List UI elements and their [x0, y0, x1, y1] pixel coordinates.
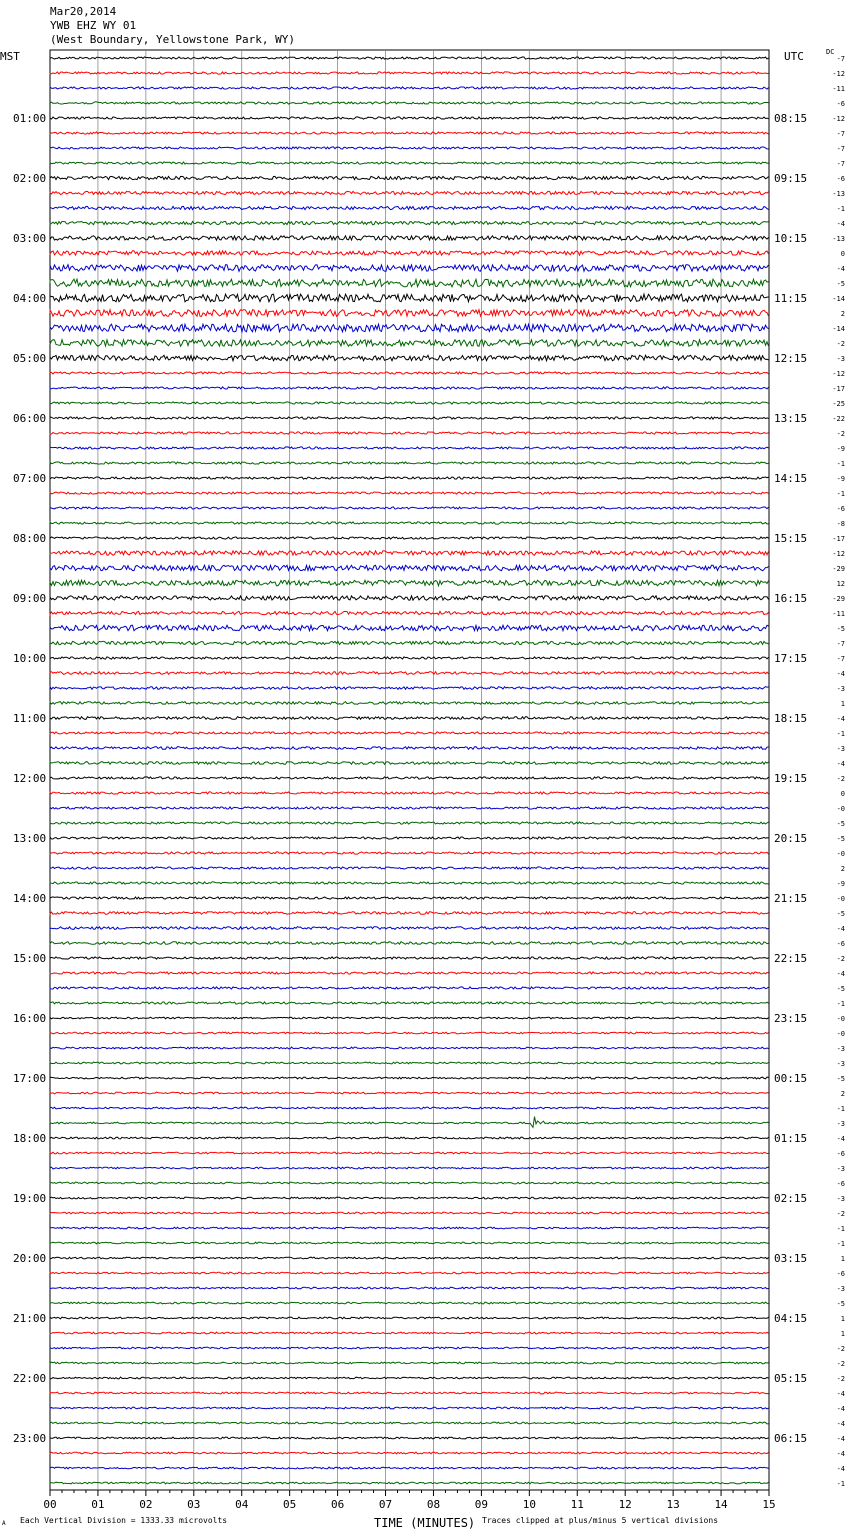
- dc-offset-value: -11: [832, 610, 845, 618]
- trace-line: [50, 625, 769, 630]
- dc-offset-value: -5: [836, 835, 845, 843]
- dc-offset-value: -12: [832, 550, 845, 558]
- x-tick-label: 05: [283, 1498, 297, 1511]
- dc-offset-value: -1: [836, 1105, 845, 1113]
- x-tick-label: 10: [522, 1498, 536, 1511]
- trace-line: [50, 717, 769, 720]
- hour-label-right: 20:15: [774, 832, 808, 845]
- trace-line: [50, 387, 769, 389]
- hour-labels-right: [774, 112, 807, 1445]
- hour-label-left: 05:00: [13, 352, 47, 365]
- trace-line: [50, 1107, 769, 1109]
- trace-line: [50, 251, 769, 255]
- trace-line: [50, 1032, 769, 1034]
- trace-line: [50, 236, 769, 240]
- dc-offset-value: -4: [836, 1405, 845, 1413]
- trace-line: [50, 837, 769, 839]
- dc-offset-value: 1: [840, 1330, 845, 1338]
- hour-label-right: 04:15: [774, 1312, 808, 1325]
- trace-line: [50, 1287, 769, 1289]
- dc-offset-value: 0: [840, 790, 845, 798]
- trace-line: [50, 1047, 769, 1049]
- hour-label-left: 09:00: [13, 592, 47, 605]
- trace-line: [50, 1407, 769, 1409]
- trace-line: [50, 942, 769, 945]
- hour-label-right: 22:15: [774, 952, 808, 965]
- hour-label-left: 14:00: [13, 892, 47, 905]
- dc-offset-value: -4: [836, 1390, 845, 1398]
- trace-line: [50, 1167, 769, 1169]
- dc-offset-value: 2: [840, 865, 845, 873]
- dc-offset-value: -1: [836, 460, 845, 468]
- trace-line: [50, 1017, 769, 1019]
- trace-line: [50, 867, 769, 869]
- trace-line: [50, 1422, 769, 1424]
- hour-label-left: 23:00: [13, 1432, 47, 1445]
- dc-offset-value: -14: [832, 295, 845, 303]
- x-tick-label: 09: [474, 1498, 489, 1511]
- dc-offset-value: -3: [836, 685, 845, 693]
- trace-line: [50, 1257, 769, 1259]
- dc-offset-value: 0: [840, 250, 845, 258]
- corner-mark: A: [2, 1520, 6, 1527]
- clip-note: Traces clipped at plus/minus 5 vertical divisions: [482, 1516, 719, 1525]
- trace-line: [50, 176, 769, 179]
- hour-label-right: 08:15: [774, 112, 808, 125]
- dc-offset-value: -7: [836, 130, 845, 138]
- hour-label-left: 11:00: [13, 712, 47, 725]
- trace-line: [50, 402, 769, 404]
- x-tick-label: 13: [666, 1498, 680, 1511]
- trace-line: [50, 162, 769, 164]
- dc-offset-value: -4: [836, 715, 845, 723]
- mst-label: MST: [0, 50, 20, 63]
- dc-offset-value: -4: [836, 1450, 845, 1458]
- hour-label-right: 02:15: [774, 1192, 808, 1205]
- trace-line: [50, 372, 769, 374]
- dc-offset-value: -9: [836, 880, 845, 888]
- hour-label-right: 12:15: [774, 352, 808, 365]
- dc-offset-value: -1: [836, 205, 845, 213]
- trace-line: [50, 822, 769, 824]
- hour-label-left: 01:00: [13, 112, 47, 125]
- trace-line: [50, 1092, 769, 1094]
- dc-offset-value: -2: [836, 775, 845, 783]
- hour-label-right: 09:15: [774, 172, 808, 185]
- trace-line: [50, 852, 769, 854]
- trace-line: [50, 355, 769, 360]
- dc-offset-value: -0: [836, 805, 845, 813]
- dc-offset-value: -29: [832, 595, 845, 603]
- dc-offset-value: -4: [836, 265, 845, 273]
- dc-offset-value: -12: [832, 115, 845, 123]
- dc-offset-value: -7: [836, 640, 845, 648]
- seismogram-traces: [50, 57, 769, 1484]
- trace-line: [50, 1377, 769, 1379]
- trace-line: [50, 1362, 769, 1364]
- hour-label-left: 20:00: [13, 1252, 47, 1265]
- header-station: YWB EHZ WY 01: [50, 19, 137, 32]
- trace-line: [50, 117, 769, 119]
- dc-offset-value: -4: [836, 1135, 845, 1143]
- trace-line: [50, 1062, 769, 1064]
- dc-offset-value: -1: [836, 1480, 845, 1488]
- header-location: (West Boundary, Yellowstone Park, WY): [50, 33, 296, 46]
- dc-offset-value: -29: [832, 565, 845, 573]
- dc-offset-value: -2: [836, 430, 845, 438]
- hour-label-right: 16:15: [774, 592, 808, 605]
- trace-line: [50, 551, 769, 555]
- hour-label-left: 21:00: [13, 1312, 47, 1325]
- dc-offset-value: -3: [836, 1165, 845, 1173]
- dc-offset-value: -5: [836, 1300, 845, 1308]
- hour-label-left: 07:00: [13, 472, 47, 485]
- hour-label-right: 00:15: [774, 1072, 808, 1085]
- dc-offset-value: -5: [836, 625, 845, 633]
- hour-labels-left: [13, 112, 46, 1445]
- dc-offset-value: -4: [836, 220, 845, 228]
- trace-line: [50, 1182, 769, 1184]
- dc-offset-value: -9: [836, 475, 845, 483]
- dc-offset-value: -2: [836, 1345, 845, 1353]
- trace-line: [50, 732, 769, 734]
- trace-line: [50, 1002, 769, 1004]
- hour-label-right: 14:15: [774, 472, 808, 485]
- scale-note: Each Vertical Division = 1333.33 microvolts: [20, 1516, 228, 1525]
- dc-offset-value: -2: [836, 1360, 845, 1368]
- trace-line: [50, 777, 769, 779]
- dc-offset-value: -0: [836, 1015, 845, 1023]
- dc-offset-value: -0: [836, 1030, 845, 1038]
- x-axis-title: TIME (MINUTES): [374, 1516, 476, 1530]
- hour-label-left: 22:00: [13, 1372, 47, 1385]
- x-tick-label: 02: [139, 1498, 153, 1511]
- x-tick-label: 14: [714, 1498, 728, 1511]
- trace-line: [50, 102, 769, 104]
- trace-line: [50, 1392, 769, 1394]
- trace-line: [50, 147, 769, 149]
- trace-line: [50, 432, 769, 434]
- trace-line: [50, 882, 769, 884]
- trace-line: [50, 1272, 769, 1274]
- trace-line: [50, 221, 769, 224]
- trace-line: [50, 206, 769, 209]
- trace-line: [50, 87, 769, 89]
- dc-offset-value: -6: [836, 1180, 845, 1188]
- dc-offset-value: -13: [832, 235, 845, 243]
- trace-line: [50, 324, 769, 332]
- dc-offset-value: -4: [836, 1435, 845, 1443]
- dc-offset-value: -5: [836, 820, 845, 828]
- x-tick-label: 08: [426, 1498, 441, 1511]
- trace-line: [50, 1117, 769, 1128]
- trace-line: [50, 702, 769, 705]
- trace-line: [50, 1212, 769, 1214]
- trace-line: [50, 641, 769, 644]
- trace-line: [50, 1197, 769, 1199]
- dc-offset-value: -7: [836, 655, 845, 663]
- dc-offset-value: -3: [836, 1195, 845, 1203]
- trace-line: [50, 657, 769, 659]
- trace-line: [50, 265, 769, 272]
- dc-offset-value: -4: [836, 670, 845, 678]
- hour-label-right: 11:15: [774, 292, 808, 305]
- trace-line: [50, 672, 769, 675]
- dc-offset-value: 1: [840, 1255, 845, 1263]
- trace-line: [50, 747, 769, 750]
- trace-line: [50, 72, 769, 74]
- trace-line: [50, 492, 769, 494]
- trace-line: [50, 897, 769, 899]
- dc-offset-value: 1: [840, 1315, 845, 1323]
- dc-offset-value: -6: [836, 505, 845, 513]
- dc-offset-value: -5: [836, 910, 845, 918]
- hour-label-left: 19:00: [13, 1192, 47, 1205]
- x-tick-label: 04: [235, 1498, 249, 1511]
- trace-line: [50, 447, 769, 449]
- dc-offset-value: -1: [836, 730, 845, 738]
- trace-line: [50, 462, 769, 464]
- dc-offset-value: -17: [832, 535, 845, 543]
- trace-line: [50, 987, 769, 989]
- dc-offset-value: -5: [836, 985, 845, 993]
- hour-label-left: 02:00: [13, 172, 47, 185]
- hour-label-left: 13:00: [13, 832, 47, 845]
- trace-line: [50, 57, 769, 59]
- dc-offset-value: -7: [836, 160, 845, 168]
- dc-offset-value: -5: [836, 280, 845, 288]
- hour-label-left: 12:00: [13, 772, 47, 785]
- dc-offset-value: -6: [836, 175, 845, 183]
- dc-offset-value: 2: [840, 310, 845, 318]
- dc-offset-value: -0: [836, 850, 845, 858]
- trace-line: [50, 611, 769, 614]
- trace-line: [50, 565, 769, 570]
- trace-line: [50, 1077, 769, 1079]
- dc-offset-value: -6: [836, 1270, 845, 1278]
- hour-label-left: 06:00: [13, 412, 47, 425]
- dc-offset-value: 12: [836, 580, 845, 588]
- dc-offset-value: -3: [836, 1120, 845, 1128]
- dc-offset-value: -9: [836, 445, 845, 453]
- trace-line: [50, 132, 769, 134]
- dc-offset-value: -1: [836, 1000, 845, 1008]
- dc-offset-column: [832, 55, 845, 1488]
- trace-line: [50, 1227, 769, 1229]
- hour-label-right: 03:15: [774, 1252, 808, 1265]
- dc-offset-value: -7: [836, 55, 845, 63]
- hour-label-left: 18:00: [13, 1132, 47, 1145]
- trace-line: [50, 340, 769, 347]
- x-tick-label: 06: [330, 1498, 345, 1511]
- dc-offset-value: -7: [836, 145, 845, 153]
- trace-line: [50, 1332, 769, 1334]
- x-tick-label: 03: [187, 1498, 201, 1511]
- dc-offset-value: -1: [836, 1240, 845, 1248]
- hour-label-left: 17:00: [13, 1072, 47, 1085]
- dc-offset-value: -12: [832, 70, 845, 78]
- hour-label-right: 21:15: [774, 892, 808, 905]
- hour-label-left: 10:00: [13, 652, 47, 665]
- trace-line: [50, 507, 769, 509]
- hour-label-left: 08:00: [13, 532, 47, 545]
- trace-line: [50, 1242, 769, 1244]
- hour-label-left: 15:00: [13, 952, 47, 965]
- trace-line: [50, 580, 769, 585]
- dc-offset-value: -4: [836, 1420, 845, 1428]
- x-tick-label: 12: [618, 1498, 632, 1511]
- trace-line: [50, 1302, 769, 1304]
- dc-offset-value: -17: [832, 385, 845, 393]
- dc-offset-value: 2: [840, 1090, 845, 1098]
- dc-offset-value: -6: [836, 1150, 845, 1158]
- dc-offset-value: -14: [832, 325, 845, 333]
- trace-line: [50, 477, 769, 479]
- hour-label-left: 16:00: [13, 1012, 47, 1025]
- trace-line: [50, 1347, 769, 1349]
- x-tick-label: 00: [43, 1498, 57, 1511]
- trace-line: [50, 1152, 769, 1154]
- dc-offset-value: -2: [836, 1210, 845, 1218]
- hour-label-right: 05:15: [774, 1372, 808, 1385]
- dc-offset-value: -3: [836, 745, 845, 753]
- hour-label-right: 17:15: [774, 652, 808, 665]
- dc-offset-value: -2: [836, 1375, 845, 1383]
- dc-offset-value: -4: [836, 970, 845, 978]
- trace-line: [50, 1437, 769, 1439]
- trace-line: [50, 596, 769, 600]
- dc-offset-value: -2: [836, 340, 845, 348]
- trace-line: [50, 1317, 769, 1319]
- hour-label-right: 10:15: [774, 232, 808, 245]
- dc-offset-value: -8: [836, 520, 845, 528]
- dc-offset-value: -12: [832, 370, 845, 378]
- dc-offset-value: -5: [836, 1075, 845, 1083]
- trace-line: [50, 191, 769, 194]
- dc-offset-value: -6: [836, 940, 845, 948]
- trace-line: [50, 687, 769, 690]
- trace-line: [50, 762, 769, 765]
- dc-offset-value: -3: [836, 1060, 845, 1068]
- dc-offset-value: -3: [836, 1285, 845, 1293]
- hour-label-left: 03:00: [13, 232, 47, 245]
- dc-offset-value: 1: [840, 700, 845, 708]
- trace-line: [50, 1482, 769, 1484]
- trace-line: [50, 310, 769, 317]
- x-tick-label: 11: [570, 1498, 584, 1511]
- dc-offset-value: -3: [836, 355, 845, 363]
- trace-line: [50, 522, 769, 524]
- trace-line: [50, 927, 769, 930]
- trace-line: [50, 957, 769, 959]
- dc-offset-value: -22: [832, 415, 845, 423]
- time-axis: [43, 1490, 775, 1511]
- hour-label-left: 04:00: [13, 292, 47, 305]
- trace-line: [50, 537, 769, 539]
- dc-offset-value: -6: [836, 100, 845, 108]
- dc-offset-value: -13: [832, 190, 845, 198]
- hour-label-right: 18:15: [774, 712, 808, 725]
- dc-offset-value: -1: [836, 1225, 845, 1233]
- dc-offset-value: -2: [836, 955, 845, 963]
- hour-label-right: 13:15: [774, 412, 808, 425]
- hour-label-right: 15:15: [774, 532, 808, 545]
- dc-offset-value: -4: [836, 760, 845, 768]
- trace-line: [50, 807, 769, 809]
- dc-offset-value: -0: [836, 895, 845, 903]
- trace-line: [50, 294, 769, 302]
- hour-label-right: 06:15: [774, 1432, 808, 1445]
- dc-offset-value: -4: [836, 925, 845, 933]
- trace-line: [50, 912, 769, 915]
- trace-line: [50, 417, 769, 419]
- x-tick-label: 01: [91, 1498, 105, 1511]
- dc-offset-value: -3: [836, 1045, 845, 1053]
- dc-offset-value: -4: [836, 1465, 845, 1473]
- x-tick-label: 07: [378, 1498, 393, 1511]
- hour-label-right: 23:15: [774, 1012, 808, 1025]
- dc-offset-value: -1: [836, 490, 845, 498]
- dc-offset-value: -25: [832, 400, 845, 408]
- dc-label: DC: [826, 48, 835, 56]
- dc-offset-value: -11: [832, 85, 845, 93]
- hour-label-right: 01:15: [774, 1132, 808, 1145]
- hour-label-right: 19:15: [774, 772, 808, 785]
- trace-line: [50, 1452, 769, 1454]
- trace-line: [50, 1137, 769, 1139]
- trace-line: [50, 1467, 769, 1469]
- utc-label: UTC: [784, 50, 804, 63]
- header-date: Mar20,2014: [50, 5, 117, 18]
- trace-line: [50, 279, 769, 287]
- trace-line: [50, 792, 769, 794]
- x-tick-label: 15: [762, 1498, 776, 1511]
- trace-line: [50, 972, 769, 974]
